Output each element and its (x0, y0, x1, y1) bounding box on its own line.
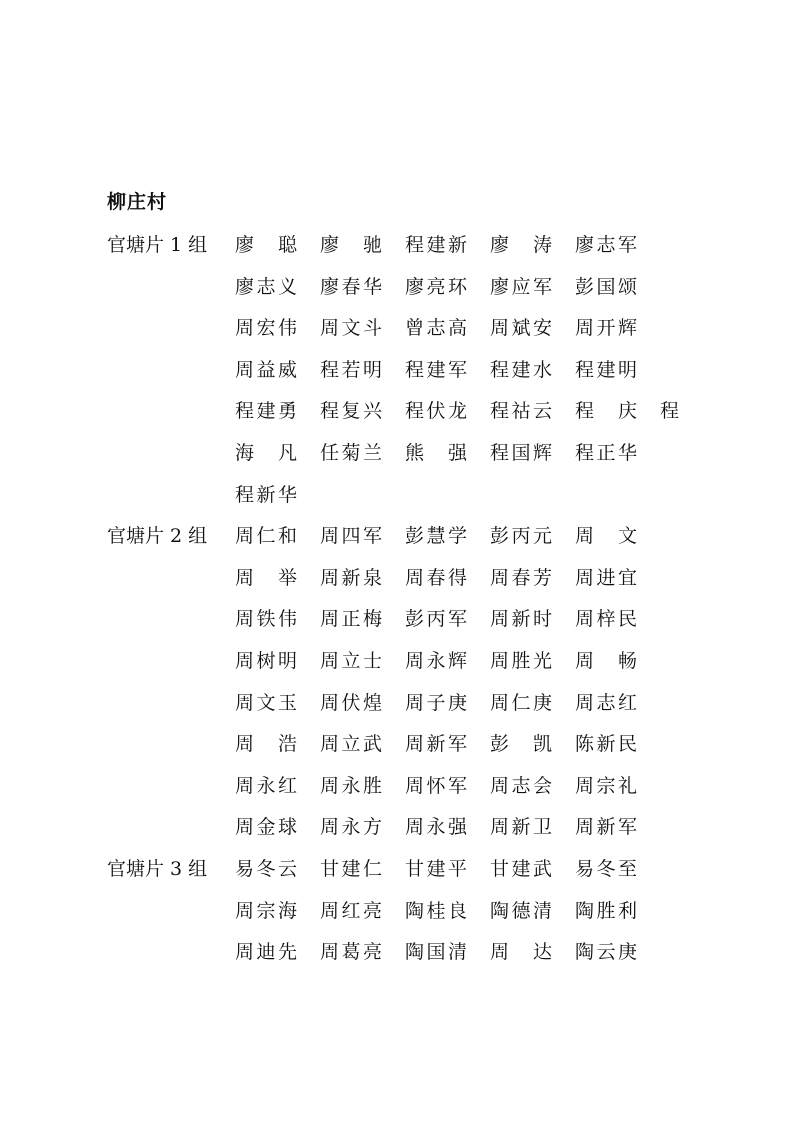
person-name: 廖春华 (320, 275, 382, 298)
person-name: 程建水 (490, 358, 552, 381)
name-row (0, 273, 793, 301)
person-name: 周新泉 (320, 566, 382, 589)
name-row (0, 689, 793, 717)
person-name: 周仁庚 (490, 691, 552, 714)
name-row (0, 439, 793, 467)
person-name: 甘建仁 (320, 858, 382, 880)
person-name: 程建勇 (235, 400, 297, 423)
person-name: 周树明 (235, 650, 297, 672)
person-name: 周怀军 (405, 774, 467, 797)
person-name: 海凡 (235, 442, 297, 464)
person-name: 廖驰 (320, 234, 382, 256)
person-name: 曾志高 (405, 317, 467, 340)
person-name: 廖志军 (575, 234, 637, 256)
name-row (0, 564, 793, 592)
person-name: 程正华 (575, 442, 637, 464)
person-name: 周铁伟 (235, 608, 297, 631)
name-row (0, 481, 793, 509)
name-row (0, 314, 793, 342)
person-name: 廖应军 (490, 275, 552, 298)
name-row (0, 231, 793, 259)
name-row (0, 938, 793, 966)
person-name: 周永胜 (320, 774, 382, 797)
group-label: 官塘片 2 组 (107, 525, 208, 548)
name-row (0, 813, 793, 841)
person-name: 周志会 (490, 774, 552, 797)
person-name: 彭凯 (490, 733, 552, 756)
person-name: 周子庚 (405, 691, 467, 714)
person-name: 程建明 (575, 358, 637, 381)
person-name: 周新时 (490, 608, 552, 631)
person-name: 程建军 (405, 358, 467, 381)
person-name: 周立士 (320, 650, 382, 672)
person-name: 任菊兰 (320, 442, 382, 464)
person-name: 周仁和 (235, 525, 297, 548)
name-row (0, 855, 793, 883)
person-name: 彭国颂 (575, 275, 637, 298)
person-name: 廖聪 (235, 234, 297, 256)
person-name: 周志红 (575, 691, 637, 714)
person-name: 周红亮 (320, 899, 382, 922)
person-name: 周春芳 (490, 566, 552, 589)
person-name: 周开辉 (575, 317, 637, 340)
group-label: 官塘片 3 组 (107, 858, 208, 880)
person-name: 陶国清 (405, 941, 467, 964)
person-name: 周新军 (575, 816, 637, 839)
name-row (0, 730, 793, 758)
person-name: 周浩 (235, 733, 297, 756)
person-name: 易冬至 (575, 858, 637, 880)
person-name: 周文 (575, 525, 637, 548)
name-row (0, 397, 793, 425)
person-name: 周进宜 (575, 566, 637, 589)
person-name: 程国辉 (490, 442, 552, 464)
person-name: 彭慧学 (405, 525, 467, 548)
person-name: 程复兴 (320, 400, 382, 423)
person-name: 周伏煌 (320, 691, 382, 714)
person-name: 周永辉 (405, 650, 467, 672)
person-name: 周立武 (320, 733, 382, 756)
person-name: 周迪先 (235, 941, 297, 964)
person-name: 周文斗 (320, 317, 382, 340)
person-name: 甘建武 (490, 858, 552, 880)
person-name: 熊强 (405, 442, 467, 464)
person-name: 彭丙元 (490, 525, 552, 548)
person-name: 程祜云 (490, 400, 552, 423)
person-name: 程庆 (575, 400, 637, 423)
person-name: 周斌安 (490, 317, 552, 340)
person-name: 程新华 (235, 483, 297, 506)
person-name: 周宗海 (235, 899, 297, 922)
person-name: 彭丙军 (405, 608, 467, 631)
person-name: 廖志义 (235, 275, 297, 298)
person-name: 周永方 (320, 816, 382, 839)
person-name: 廖涛 (490, 234, 552, 256)
person-name: 周达 (490, 941, 552, 964)
person-name: 周畅 (575, 650, 637, 672)
name-row (0, 605, 793, 633)
person-name: 周正梅 (320, 608, 382, 631)
name-row (0, 522, 793, 550)
person-name: 程建新 (405, 234, 467, 256)
person-name: 周新军 (405, 733, 467, 756)
person-name: 周永强 (405, 816, 467, 839)
name-row (0, 647, 793, 675)
person-name: 周春得 (405, 566, 467, 589)
person-name: 周举 (235, 566, 297, 589)
person-name: 陶德清 (490, 899, 552, 922)
person-name: 周葛亮 (320, 941, 382, 964)
name-row (0, 772, 793, 800)
person-name: 程伏龙 (405, 400, 467, 423)
person-name: 周文玉 (235, 691, 297, 714)
person-name: 周胜光 (490, 650, 552, 672)
village-title: 柳庄村 (107, 191, 168, 213)
person-name: 周宗礼 (575, 774, 637, 797)
person-name: 易冬云 (235, 858, 297, 880)
person-name: 周四军 (320, 525, 382, 548)
person-name: 甘建平 (405, 858, 467, 880)
person-name: 周金球 (235, 816, 297, 839)
person-name: 周梓民 (575, 608, 637, 631)
name-row (0, 897, 793, 925)
person-name: 廖亮环 (405, 275, 467, 298)
person-name: 程 (660, 400, 680, 423)
person-name: 周新卫 (490, 816, 552, 839)
person-name: 陶胜利 (575, 899, 637, 922)
person-name: 周益威 (235, 358, 297, 381)
person-name: 周宏伟 (235, 317, 297, 340)
person-name: 周永红 (235, 774, 297, 797)
name-row (0, 356, 793, 384)
person-name: 陶桂良 (405, 899, 467, 922)
person-name: 程若明 (320, 358, 382, 381)
group-label: 官塘片 1 组 (107, 234, 208, 256)
person-name: 陶云庚 (575, 941, 637, 964)
person-name: 陈新民 (575, 733, 637, 756)
